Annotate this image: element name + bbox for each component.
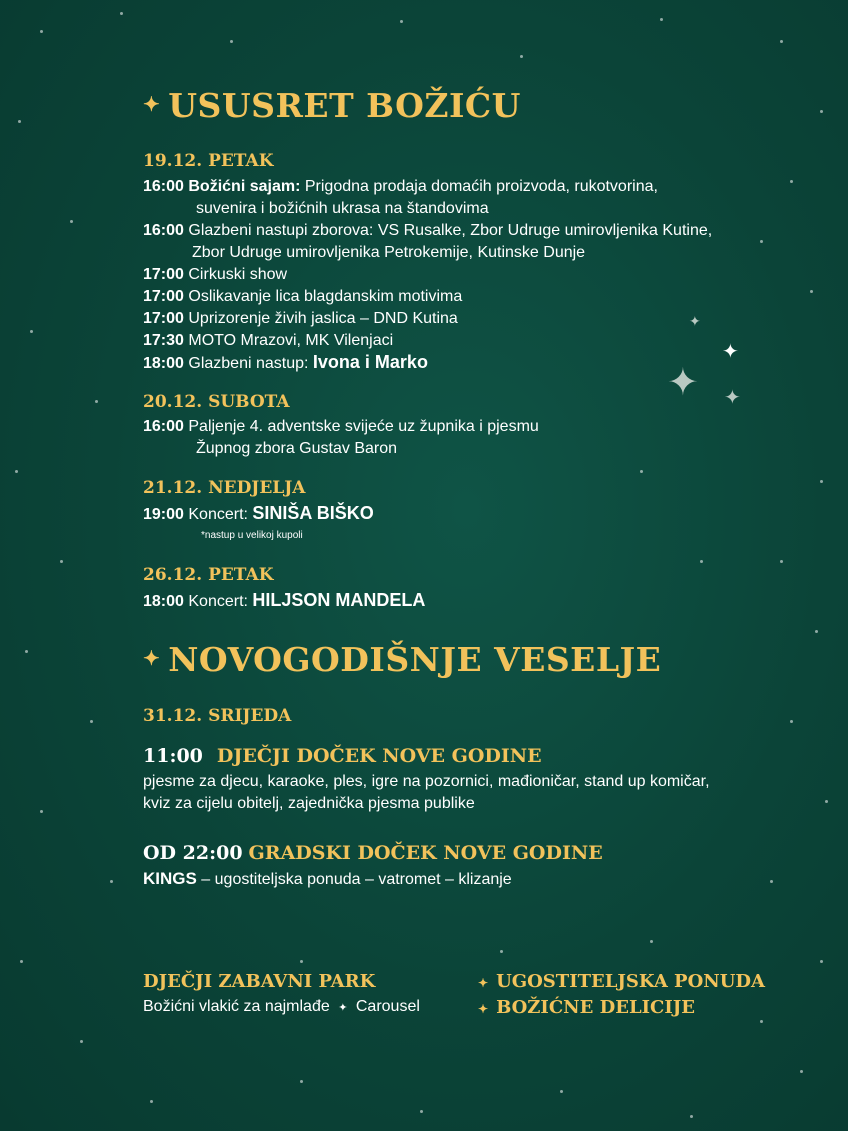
event-name: GRADSKI DOČEK NOVE GODINE — [248, 842, 603, 864]
footer-right-text: BOŽIĆNE DELICIJE — [496, 997, 696, 1018]
event-text: Paljenje 4. adventske svijeće uz župnika i pjesmu — [188, 418, 539, 435]
event-description: pjesme za djecu, karaoke, ples, igre na pozornici, mađioničar, stand up komičar, — [143, 773, 710, 790]
event-text: MOTO Mrazovi, MK Vilenjaci — [188, 332, 394, 349]
event-note: *nastup u velikoj kupoli — [201, 530, 303, 541]
event-time: 18:00 — [143, 355, 184, 372]
event-name: DJEČJI DOČEK NOVE GODINE — [216, 745, 542, 767]
section-title-text: NOVOGODIŠNJE VESELJE — [168, 640, 662, 679]
event-time: 18:00 — [143, 593, 184, 610]
event-row — [143, 351, 428, 375]
day-heading: 21.12. NEDJELJA — [143, 478, 306, 498]
sparkle-icon: ✦ — [689, 313, 701, 329]
event-row — [143, 502, 374, 526]
footer-left-text-2: Carousel — [355, 998, 420, 1015]
sparkle-icon: ✦ — [667, 362, 699, 404]
event-continuation: suvenira i božićnih ukrasa na štandovima — [196, 200, 489, 217]
footer-left-text: Božićni vlakić za najmlađe — [143, 998, 330, 1015]
event-time: 16:00 — [143, 222, 184, 239]
section-title-text: USUSRET BOŽIĆU — [168, 86, 521, 125]
event-heading — [143, 842, 603, 864]
footer-left-title: DJEČJI ZABAVNI PARK — [143, 971, 376, 992]
day-heading: 20.12. SUBOTA — [143, 392, 290, 412]
event-text: – ugostiteljska ponuda – vatromet – klizanje — [201, 871, 512, 888]
event-text: Uprizorenje živih jaslica – DND Kutina — [188, 310, 458, 327]
event-bold: Ivona i Marko — [312, 352, 428, 372]
event-time: 19:00 — [143, 506, 184, 523]
event-time: 17:00 — [143, 310, 184, 327]
event-bold: KINGS — [143, 869, 197, 888]
footer-right-text: UGOSTITELJSKA PONUDA — [496, 971, 765, 992]
event-time: 17:00 — [143, 266, 184, 283]
event-row — [143, 220, 712, 242]
event-row — [143, 286, 462, 308]
event-text: Cirkuski show — [188, 266, 288, 283]
event-bold: SINIŠA BIŠKO — [252, 503, 374, 523]
day-heading: 26.12. PETAK — [143, 565, 274, 585]
event-row — [143, 589, 425, 613]
event-row — [143, 264, 287, 286]
star-icon: ✦ — [143, 92, 161, 116]
footer-left-line — [143, 998, 420, 1016]
separator-star-icon: ✦ — [338, 1002, 348, 1014]
footer-right-item — [478, 997, 695, 1018]
section-title-ususret-bozicu — [143, 86, 521, 125]
event-time: 16:00 — [143, 178, 184, 195]
event-time: 11:00 — [143, 745, 203, 767]
star-icon: ✦ — [478, 1002, 489, 1016]
event-text: Koncert: — [188, 593, 248, 610]
event-continuation: Zbor Udruge umirovljenika Petrokemije, Kutinske Dunje — [192, 244, 586, 261]
day-heading: 19.12. PETAK — [143, 151, 274, 171]
sparkle-icon: ✦ — [724, 387, 741, 409]
footer-right-item — [478, 971, 765, 992]
event-text: Oslikavanje lica blagdanskim motivima — [188, 288, 463, 305]
event-bold: HILJSON MANDELA — [252, 590, 426, 610]
event-bold: Božićni sajam: — [188, 178, 301, 195]
event-description — [143, 868, 512, 891]
event-text: Koncert: — [188, 506, 248, 523]
section-title-novogodisnje-veselje — [143, 640, 661, 679]
event-text: Prigodna prodaja domaćih proizvoda, rukotvorina, — [304, 178, 658, 195]
event-row — [143, 176, 658, 198]
sparkle-icon: ✦ — [722, 341, 739, 363]
day-heading: 31.12. SRIJEDA — [143, 706, 292, 726]
event-time: OD 22:00 — [143, 842, 243, 864]
event-time: 16:00 — [143, 418, 184, 435]
event-text: Glazbeni nastupi zborova: VS Rusalke, Zbor Udruge umirovljenika Kutine, — [188, 222, 713, 239]
event-text: Glazbeni nastup: — [188, 355, 309, 372]
event-row — [143, 330, 393, 352]
event-time: 17:00 — [143, 288, 184, 305]
event-row — [143, 416, 539, 438]
event-description: kviz za cijelu obitelj, zajednička pjesma publike — [143, 795, 475, 812]
event-heading — [143, 745, 542, 767]
event-continuation: Župnog zbora Gustav Baron — [196, 440, 398, 457]
event-row — [143, 308, 458, 330]
star-icon: ✦ — [143, 646, 161, 670]
star-icon: ✦ — [478, 976, 489, 990]
event-time: 17:30 — [143, 332, 184, 349]
